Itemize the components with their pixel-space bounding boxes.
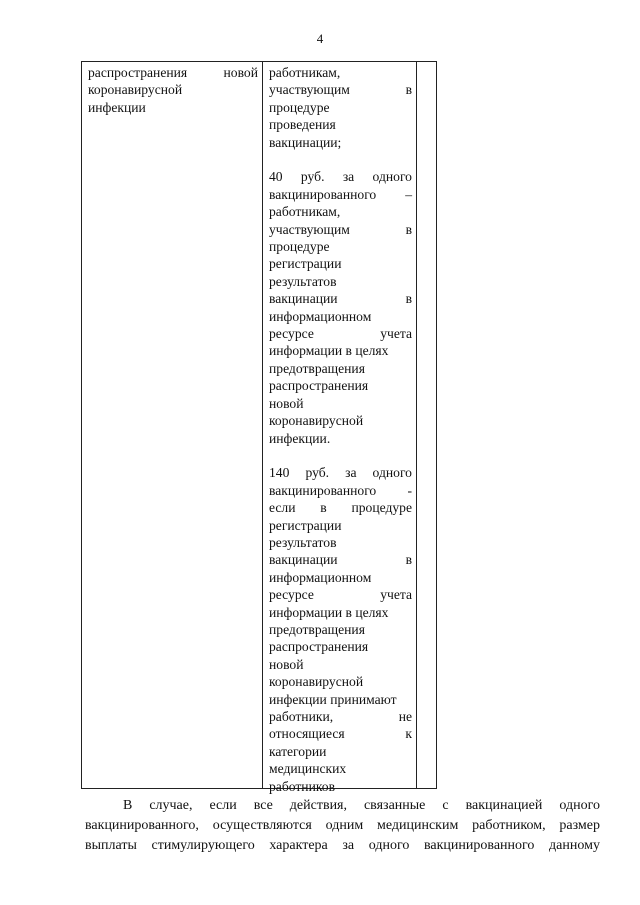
word: работником, [472, 818, 546, 833]
word: в [320, 500, 327, 516]
word: – [405, 186, 412, 202]
word: вакцинированного, [85, 818, 199, 833]
word: относящиеся [269, 726, 345, 742]
word: распространения [269, 639, 369, 655]
word: вакцинированного [269, 482, 377, 498]
word: в [405, 82, 412, 98]
word: связанные [363, 798, 426, 813]
word: характера [269, 838, 328, 853]
word: действия, [289, 798, 347, 813]
word: новой [269, 395, 304, 411]
text-line [88, 99, 258, 116]
word: результатов [269, 534, 337, 550]
word: В [123, 798, 133, 813]
text-line [269, 586, 412, 603]
text-line [88, 81, 258, 98]
word: результатов [269, 273, 337, 289]
word: в [405, 552, 412, 568]
text-line [85, 796, 600, 816]
text-line [269, 656, 412, 673]
word: распространения [269, 378, 369, 394]
text-line [269, 238, 412, 255]
word: в [405, 221, 412, 237]
text-line [269, 116, 412, 133]
text-line [269, 255, 412, 272]
word: информации в целях [269, 343, 389, 359]
table [81, 61, 437, 794]
word: коронавирусной [269, 413, 364, 429]
word: ресурсе [269, 326, 314, 342]
block-spacer [269, 447, 412, 464]
word: в [405, 291, 412, 307]
word: данному [549, 838, 600, 853]
word: процедуре [269, 239, 330, 255]
word: работникам, [269, 204, 341, 220]
word: осуществляются [212, 818, 312, 833]
text-line [269, 81, 412, 98]
table-cell-description [88, 64, 258, 116]
text-line [269, 708, 412, 725]
word: 40 [269, 169, 283, 185]
text-line [269, 342, 412, 359]
word: выплаты [85, 838, 137, 853]
word: инфекции. [269, 430, 331, 446]
word: вакцинации [269, 291, 338, 307]
text-line [269, 499, 412, 516]
text-line [269, 760, 412, 777]
text-line [269, 134, 412, 151]
page-number: 4 [316, 31, 324, 46]
text-line [269, 464, 412, 481]
text-line [269, 534, 412, 551]
word: 140 [269, 465, 290, 481]
word: коронавирусной [88, 82, 183, 98]
text-line [269, 273, 412, 290]
word: за [342, 169, 355, 185]
word: с [442, 798, 449, 813]
word: проведения [269, 117, 336, 133]
body-paragraph [85, 796, 600, 856]
text-line [269, 221, 412, 238]
word: работников [269, 778, 335, 794]
word: распространения [88, 65, 188, 80]
word: коронавирусной [269, 674, 364, 690]
word: к [405, 726, 412, 742]
block-spacer [269, 151, 412, 168]
word: вакцинированного [423, 838, 535, 853]
word: медицинских [269, 761, 347, 777]
text-line [269, 360, 412, 377]
word: если [269, 500, 296, 516]
word: за [342, 838, 355, 853]
word: процедуре [269, 99, 330, 115]
text-line [269, 569, 412, 586]
word: одного [372, 465, 412, 481]
word: одного [368, 838, 410, 853]
text-line [269, 743, 412, 760]
word: новой [223, 65, 258, 80]
word: все [253, 798, 273, 813]
text-line [269, 430, 412, 447]
word: предотвращения [269, 621, 365, 637]
word: ресурсе [269, 587, 314, 603]
word: вакцинации; [269, 134, 342, 150]
text-line [269, 203, 412, 220]
word: одним [325, 818, 364, 833]
text-line [269, 377, 412, 394]
word: размер [559, 818, 600, 833]
word: информационном [269, 308, 372, 324]
word: новой [269, 656, 304, 672]
text-line [269, 673, 412, 690]
word: учета [380, 326, 412, 342]
word: - [407, 482, 412, 498]
word: одного [372, 169, 412, 185]
word: руб. [300, 169, 325, 185]
text-line [88, 64, 258, 81]
word: вакцинации [269, 552, 338, 568]
text-line [269, 778, 412, 795]
word: медицинским [376, 818, 459, 833]
word: одного [559, 798, 600, 813]
word: за [345, 465, 357, 481]
text-line [269, 186, 412, 203]
text-line [269, 725, 412, 742]
word: процедуре [351, 500, 412, 516]
text-line [269, 64, 412, 81]
word: участвующим [269, 221, 350, 237]
text-line [269, 168, 412, 185]
text-line [269, 551, 412, 568]
text-line [269, 290, 412, 307]
word: регистрации [269, 517, 342, 533]
word: вакцинацией [465, 798, 543, 813]
table-cell-payment-amounts [269, 64, 412, 795]
text-line [269, 517, 412, 534]
word: стимулирующего [151, 838, 255, 853]
text-line [269, 308, 412, 325]
word: информационном [269, 569, 372, 585]
word: учета [380, 587, 412, 603]
column-divider [262, 62, 263, 788]
text-line [269, 621, 412, 638]
text-line [269, 395, 412, 412]
word: информации в целях [269, 604, 389, 620]
word: не [398, 709, 412, 724]
text-line [269, 99, 412, 116]
word: инфекции принимают [269, 691, 397, 707]
word: если [209, 798, 237, 813]
word: регистрации [269, 256, 342, 272]
text-line [269, 412, 412, 429]
text-line [85, 816, 600, 836]
text-line [269, 638, 412, 655]
word: участвующим [269, 82, 350, 98]
word: инфекции [88, 99, 146, 115]
text-line [269, 604, 412, 621]
word: работники, [269, 709, 334, 724]
text-line [269, 691, 412, 708]
column-divider [416, 62, 417, 788]
word: вакцинированного [269, 186, 377, 202]
word: предотвращения [269, 360, 365, 376]
text-line [269, 482, 412, 499]
word: руб. [305, 465, 330, 481]
word: работникам, [269, 65, 341, 80]
text-line [269, 325, 412, 342]
word: категории [269, 743, 327, 759]
word: случае, [149, 798, 193, 813]
text-line [85, 836, 600, 856]
